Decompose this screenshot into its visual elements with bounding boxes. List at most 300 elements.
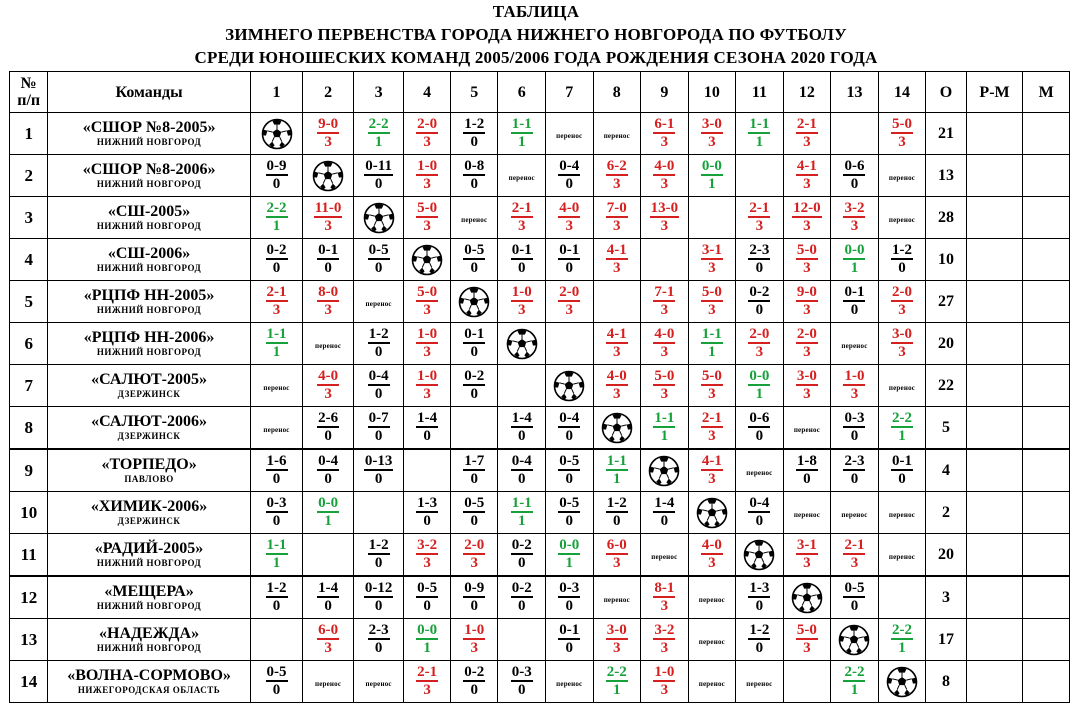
result-cell	[404, 661, 451, 703]
postponed-label: перенос	[841, 510, 868, 519]
result-cell	[641, 407, 689, 450]
self-match-cell	[783, 576, 831, 619]
score-points: 0	[374, 428, 383, 444]
header-row	[10, 72, 1070, 113]
postponed-cell	[688, 576, 736, 619]
score-value: 2-2	[891, 410, 912, 426]
place-cell	[1023, 534, 1070, 577]
score-value: 0-5	[368, 242, 389, 258]
place-cell	[1023, 113, 1070, 155]
score-value: 2-1	[749, 200, 770, 216]
match-score	[511, 664, 533, 698]
table-row	[10, 155, 1070, 197]
score-value: 0-1	[559, 622, 580, 638]
result-cell	[593, 323, 641, 365]
empty-cell	[303, 534, 354, 577]
match-score	[317, 284, 339, 318]
score-points: 3	[803, 134, 811, 150]
score-points: 0	[755, 260, 764, 276]
result-cell	[593, 239, 641, 281]
score-points: 3	[660, 218, 669, 234]
empty-cell	[450, 407, 498, 450]
match-score	[558, 453, 580, 487]
team-cell	[48, 197, 250, 239]
match-score	[701, 158, 723, 192]
match-score	[463, 326, 485, 360]
postponed-cell	[546, 661, 594, 703]
score-points: 3	[803, 176, 811, 192]
header-points: О	[926, 72, 966, 113]
score-points: 1	[517, 513, 526, 529]
score-points: 3	[708, 555, 716, 571]
postponed-label: перенос	[888, 173, 916, 182]
postponed-cell	[641, 534, 689, 577]
result-cell	[250, 449, 303, 492]
match-score	[558, 410, 580, 444]
match-score	[317, 242, 339, 276]
place-range-cell	[966, 619, 1023, 661]
result-cell	[303, 619, 354, 661]
score-value: 2-1	[417, 664, 438, 680]
score-value: 13-0	[650, 200, 679, 216]
score-points: 3	[423, 344, 431, 360]
self-match-cell	[404, 239, 451, 281]
points-cell: 27	[926, 281, 966, 323]
result-cell	[878, 323, 926, 365]
soccer-ball-icon	[648, 455, 680, 487]
match-score	[317, 453, 339, 487]
result-cell	[831, 197, 879, 239]
place-cell	[1023, 449, 1070, 492]
table-row	[10, 407, 1070, 450]
result-cell	[404, 113, 451, 155]
score-points: 0	[850, 471, 859, 487]
score-points: 0	[374, 471, 383, 487]
match-score	[511, 116, 533, 150]
empty-cell	[404, 449, 451, 492]
score-points: 3	[423, 682, 431, 698]
score-points: 3	[898, 344, 906, 360]
match-score	[796, 453, 818, 487]
score-value: 1-0	[511, 284, 532, 300]
result-cell	[353, 449, 404, 492]
score-value: 5-0	[701, 284, 722, 300]
score-value: 0-5	[559, 495, 580, 511]
score-value: 0-0	[749, 368, 770, 384]
score-value: 0-6	[844, 158, 865, 174]
result-cell	[498, 492, 546, 534]
place-range-cell	[966, 365, 1023, 407]
match-score	[606, 537, 628, 571]
self-match-cell	[736, 534, 784, 577]
score-value: 0-1	[511, 242, 532, 258]
soccer-ball-icon	[506, 328, 538, 360]
score-value: 1-2	[891, 242, 912, 258]
self-match-cell	[641, 449, 689, 492]
match-score	[511, 242, 533, 276]
match-score	[606, 622, 628, 656]
postponed-cell	[878, 365, 926, 407]
score-value: 0-0	[844, 242, 865, 258]
self-match-cell	[498, 323, 546, 365]
score-value: 0-1	[464, 326, 485, 342]
score-points: 0	[374, 640, 383, 656]
place-cell	[1023, 407, 1070, 450]
result-cell	[498, 661, 546, 703]
header-col-13: 13	[831, 72, 879, 113]
score-points: 0	[374, 386, 383, 402]
team-name: «СШОР №8-2005»	[82, 119, 216, 136]
postponed-label: перенос	[603, 595, 630, 604]
result-cell	[353, 407, 404, 450]
score-value: 1-7	[464, 453, 485, 469]
result-cell	[404, 407, 451, 450]
score-points: 1	[565, 555, 574, 571]
result-cell	[404, 492, 451, 534]
postponed-cell	[783, 407, 831, 450]
score-points: 0	[470, 260, 478, 276]
score-points: 0	[374, 555, 383, 571]
result-cell	[498, 407, 546, 450]
team-name: «САЛЮТ-2005»	[91, 371, 207, 388]
result-cell	[688, 281, 736, 323]
score-points: 3	[613, 218, 621, 234]
postponed-cell	[736, 449, 784, 492]
match-score	[748, 410, 770, 444]
score-value: 0-4	[749, 495, 770, 511]
soccer-ball-icon	[312, 160, 344, 192]
header-col-4: 4	[404, 72, 451, 113]
result-cell	[250, 534, 303, 577]
match-score	[748, 580, 770, 614]
team-city: НИЖНИЙ НОВГОРОД	[96, 137, 202, 147]
postponed-label: перенос	[841, 341, 868, 350]
postponed-cell	[878, 155, 926, 197]
points-cell: 22	[926, 365, 966, 407]
score-value: 5-0	[796, 242, 817, 258]
score-value: 12-0	[793, 200, 821, 216]
postponed-cell	[546, 113, 594, 155]
match-score	[796, 116, 818, 150]
team-cell	[48, 323, 250, 365]
postponed-cell	[353, 281, 404, 323]
score-value: 9-0	[796, 284, 817, 300]
match-score	[653, 368, 675, 402]
row-number: 10	[10, 492, 48, 534]
result-cell	[641, 113, 689, 155]
table-row	[10, 365, 1070, 407]
score-value: 0-3	[511, 664, 532, 680]
score-points: 3	[423, 386, 431, 402]
result-cell	[450, 365, 498, 407]
match-score	[463, 495, 485, 529]
result-cell	[736, 492, 784, 534]
result-cell	[593, 449, 641, 492]
result-cell	[546, 407, 594, 450]
postponed-label: перенос	[888, 510, 916, 519]
place-cell	[1023, 365, 1070, 407]
result-cell	[688, 534, 736, 577]
score-points: 3	[660, 682, 669, 698]
match-score	[511, 453, 533, 487]
team-city: НИЖНИЙ НОВГОРОД	[96, 558, 202, 568]
points-cell: 4	[926, 449, 966, 492]
score-value: 5-0	[891, 116, 912, 132]
score-value: 0-1	[559, 242, 580, 258]
soccer-ball-icon	[411, 244, 443, 276]
result-cell	[450, 661, 498, 703]
result-cell	[303, 407, 354, 450]
score-value: 2-1	[266, 284, 287, 300]
result-cell	[303, 281, 354, 323]
result-cell	[736, 407, 784, 450]
result-cell	[736, 113, 784, 155]
match-score	[891, 326, 913, 360]
match-score	[701, 242, 723, 276]
score-points: 3	[613, 386, 621, 402]
result-cell	[303, 576, 354, 619]
team-name: «РАДИЙ-2005»	[94, 540, 204, 557]
match-score	[463, 116, 485, 150]
score-value: 0-0	[559, 537, 580, 553]
score-points: 0	[470, 134, 478, 150]
postponed-cell	[831, 492, 879, 534]
score-value: 1-1	[701, 326, 722, 342]
result-cell	[783, 281, 831, 323]
team-cell	[48, 155, 250, 197]
score-points: 3	[613, 555, 621, 571]
score-points: 3	[660, 134, 669, 150]
row-number: 3	[10, 197, 48, 239]
empty-cell	[250, 619, 303, 661]
postponed-label: перенос	[461, 215, 488, 224]
points-cell: 20	[926, 534, 966, 577]
match-score	[558, 495, 580, 529]
table-row	[10, 661, 1070, 703]
score-points: 0	[272, 176, 281, 192]
row-number: 12	[10, 576, 48, 619]
score-points: 0	[517, 555, 526, 571]
score-value: 1-3	[417, 495, 438, 511]
score-value: 5-0	[417, 284, 438, 300]
score-points: 3	[423, 134, 431, 150]
score-value: 2-0	[464, 537, 485, 553]
result-cell	[498, 239, 546, 281]
postponed-cell	[878, 197, 926, 239]
match-score	[416, 326, 438, 360]
title-line-2: ЗИМНЕГО ПЕРВЕНСТВА ГОРОДА НИЖНЕГО НОВГОРОДА ПО ФУТБОЛУ	[225, 25, 847, 44]
empty-cell	[641, 239, 689, 281]
score-value: 1-3	[749, 580, 770, 596]
score-points: 0	[374, 176, 383, 192]
result-cell	[303, 197, 354, 239]
row-number: 6	[10, 323, 48, 365]
score-value: 0-5	[266, 664, 287, 680]
team-name: «ХИМИК-2006»	[90, 498, 208, 515]
score-points: 3	[898, 302, 906, 318]
match-score	[748, 622, 770, 656]
header-col-5: 5	[450, 72, 498, 113]
score-points: 0	[374, 260, 383, 276]
result-cell	[404, 323, 451, 365]
result-cell	[736, 239, 784, 281]
result-cell	[404, 197, 451, 239]
score-value: 1-2	[606, 495, 627, 511]
score-points: 3	[613, 640, 621, 656]
match-score	[416, 284, 438, 318]
score-points: 3	[470, 640, 478, 656]
score-value: 1-1	[654, 410, 675, 426]
match-score	[748, 368, 770, 402]
match-score	[650, 200, 680, 234]
match-score	[416, 495, 438, 529]
match-score	[416, 410, 438, 444]
score-value: 2-2	[266, 200, 287, 216]
match-score	[317, 622, 339, 656]
match-score	[843, 453, 865, 487]
place-cell	[1023, 576, 1070, 619]
result-cell	[641, 492, 689, 534]
result-cell	[783, 323, 831, 365]
postponed-label: перенос	[888, 552, 916, 561]
postponed-cell	[250, 407, 303, 450]
row-number: 8	[10, 407, 48, 450]
row-number: 9	[10, 449, 48, 492]
result-cell	[736, 281, 784, 323]
score-value: 1-0	[464, 622, 485, 638]
result-cell	[450, 576, 498, 619]
match-score	[317, 368, 339, 402]
score-value: 1-0	[654, 664, 675, 680]
header-teams: Команды	[48, 72, 250, 113]
score-value: 1-6	[266, 453, 287, 469]
result-cell	[250, 197, 303, 239]
soccer-ball-icon	[791, 582, 823, 614]
result-cell	[783, 155, 831, 197]
result-cell	[498, 113, 546, 155]
match-score	[748, 326, 770, 360]
score-value: 6-1	[654, 116, 675, 132]
result-cell	[404, 365, 451, 407]
match-score	[843, 284, 865, 318]
result-cell	[736, 365, 784, 407]
score-points: 3	[755, 344, 764, 360]
score-points: 0	[272, 513, 281, 529]
score-value: 3-2	[417, 537, 438, 553]
result-cell	[353, 155, 404, 197]
result-cell	[498, 281, 546, 323]
soccer-ball-icon	[838, 624, 870, 656]
table-row	[10, 239, 1070, 281]
table-row	[10, 576, 1070, 619]
match-score	[558, 537, 580, 571]
header-col-11: 11	[736, 72, 784, 113]
result-cell	[878, 449, 926, 492]
score-points: 0	[898, 260, 906, 276]
score-points: 1	[272, 218, 281, 234]
score-points: 0	[898, 471, 906, 487]
match-score	[796, 158, 818, 192]
match-score	[796, 284, 818, 318]
match-score	[843, 158, 865, 192]
place-cell	[1023, 323, 1070, 365]
result-cell	[250, 661, 303, 703]
soccer-ball-icon	[363, 202, 395, 234]
match-score	[606, 368, 628, 402]
score-points: 0	[470, 513, 478, 529]
self-match-cell	[450, 281, 498, 323]
score-points: 0	[470, 344, 478, 360]
result-cell	[250, 576, 303, 619]
score-points: 0	[517, 471, 526, 487]
score-value: 1-0	[417, 368, 438, 384]
score-value: 2-0	[417, 116, 438, 132]
postponed-cell	[831, 323, 879, 365]
result-cell	[641, 661, 689, 703]
place-cell	[1023, 619, 1070, 661]
result-cell	[546, 619, 594, 661]
team-city: ДЗЕРЖИНСК	[117, 389, 181, 399]
score-points: 0	[565, 471, 574, 487]
team-city: НИЖНИЙ НОВГОРОД	[96, 643, 202, 653]
result-cell	[353, 323, 404, 365]
title-line-1: ТАБЛИЦА	[492, 2, 580, 21]
match-score	[843, 242, 865, 276]
match-score	[463, 368, 485, 402]
score-value: 2-1	[511, 200, 532, 216]
header-col-12: 12	[783, 72, 831, 113]
team-city: ПАВЛОВО	[124, 474, 174, 484]
match-score	[416, 537, 438, 571]
postponed-label: перенос	[365, 299, 392, 308]
result-cell	[783, 534, 831, 577]
result-cell	[353, 239, 404, 281]
points-cell: 28	[926, 197, 966, 239]
result-cell	[498, 576, 546, 619]
points-cell: 17	[926, 619, 966, 661]
score-value: 1-1	[266, 326, 287, 342]
points-cell: 2	[926, 492, 966, 534]
result-cell	[250, 492, 303, 534]
match-score	[368, 410, 390, 444]
score-points: 3	[660, 302, 669, 318]
match-score	[511, 495, 533, 529]
match-score	[511, 537, 533, 571]
postponed-label: перенос	[556, 679, 583, 688]
result-cell	[831, 576, 879, 619]
match-score	[843, 580, 865, 614]
score-points: 3	[423, 555, 431, 571]
score-value: 1-0	[844, 368, 865, 384]
score-value: 0-11	[365, 158, 392, 174]
team-city: НИЖНИЙ НОВГОРОД	[96, 221, 202, 231]
soccer-ball-icon	[886, 666, 918, 698]
result-cell	[688, 113, 736, 155]
self-match-cell	[831, 619, 879, 661]
match-score	[701, 284, 723, 318]
place-range-cell	[966, 449, 1023, 492]
score-points: 3	[324, 640, 332, 656]
score-value: 7-1	[654, 284, 675, 300]
score-value: 0-3	[266, 495, 287, 511]
score-value: 0-2	[464, 664, 485, 680]
match-score	[701, 453, 723, 487]
match-score	[701, 368, 723, 402]
team-cell	[48, 113, 250, 155]
score-value: 2-2	[606, 664, 627, 680]
score-points: 0	[755, 513, 764, 529]
score-points: 0	[324, 428, 332, 444]
